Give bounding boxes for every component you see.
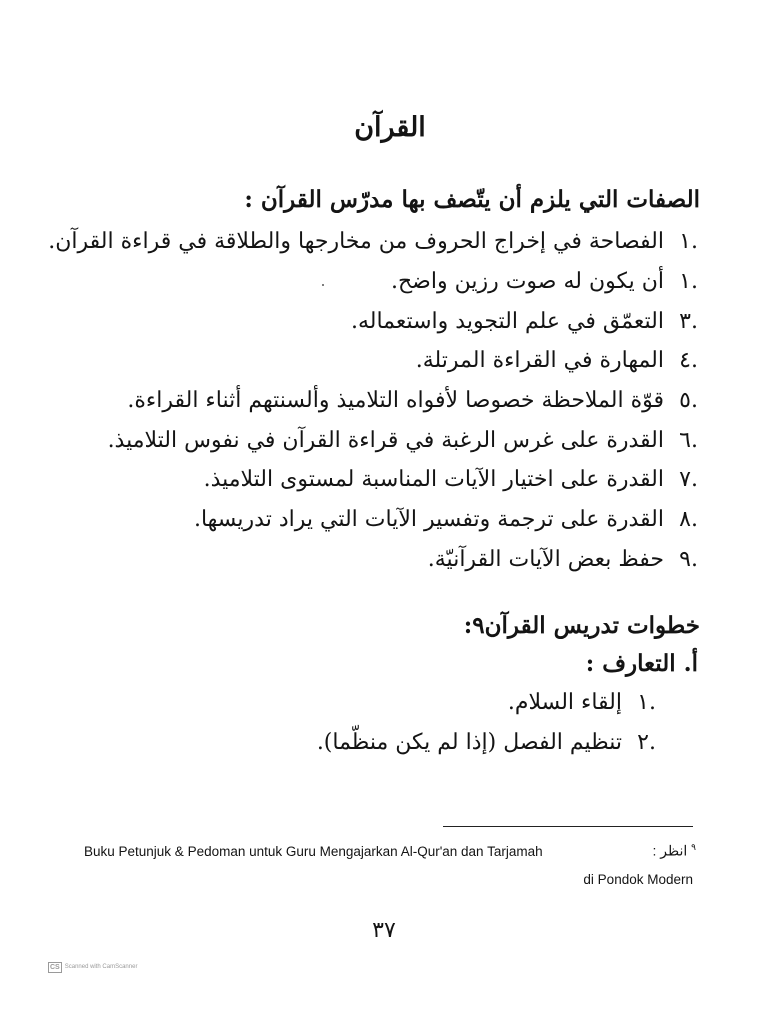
list-item bbox=[48, 229, 698, 259]
footnote-label bbox=[652, 842, 696, 860]
page-number: ٣٧ bbox=[372, 918, 396, 943]
item-number: .٦ bbox=[679, 428, 698, 453]
item-number: .١ bbox=[679, 229, 698, 254]
list-item bbox=[58, 547, 698, 577]
item-number: .٨ bbox=[679, 507, 698, 532]
section2-heading: خطوات تدريس القرآن٩: bbox=[463, 612, 700, 639]
item-number: .٢ bbox=[637, 730, 656, 755]
item-text: إلقاء السلام. bbox=[507, 690, 622, 715]
item-number: .٧ bbox=[679, 467, 698, 492]
list-item bbox=[96, 690, 656, 720]
item-number: .٥ bbox=[679, 388, 698, 413]
section1-heading: الصفات التي يلزم أن يتّصف بها مدرّس القرآن : bbox=[244, 186, 700, 213]
item-number: .١ bbox=[637, 690, 656, 715]
item-number: .٣ bbox=[679, 309, 698, 334]
list-item bbox=[58, 388, 698, 418]
footnote-reference: Buku Petunjuk & Pedoman untuk Guru Mengajarkan Al-Qur'an dan Tarjamah bbox=[84, 844, 543, 859]
item-text: التعمّق في علم التجويد واستعماله. bbox=[350, 309, 664, 334]
item-text: المهارة في القراءة المرتلة. bbox=[415, 348, 664, 373]
scanner-text: Scanned with CamScanner bbox=[64, 964, 138, 970]
list-item bbox=[58, 309, 698, 339]
list-item bbox=[58, 348, 698, 378]
section2-subheading: أ. التعارف : bbox=[585, 650, 698, 677]
item-text: أن يكون له صوت رزين واضح. bbox=[390, 269, 664, 294]
item-text: القدرة على غرس الرغبة في قراءة القرآن في نفوس التلاميذ. bbox=[107, 428, 664, 453]
camscanner-logo-icon: CS bbox=[50, 963, 60, 971]
list-item bbox=[58, 428, 698, 458]
item-text: القدرة على اختيار الآيات المناسبة لمستوى التلاميذ. bbox=[203, 467, 664, 492]
footnote-arabic-label: انظر : bbox=[652, 842, 688, 859]
footnote-divider bbox=[443, 826, 693, 827]
page-title: القرآن bbox=[354, 112, 426, 143]
item-text: الفصاحة في إخراج الحروف من مخارجها والطلاقة في قراءة القرآن. bbox=[48, 229, 664, 254]
list-item bbox=[58, 467, 698, 497]
scanner-watermark bbox=[48, 961, 137, 973]
list-item bbox=[58, 269, 698, 299]
item-text: قوّة الملاحظة خصوصا لأفواه التلاميذ وألسنتهم أثناء القراءة. bbox=[127, 388, 664, 413]
item-number: .٩ bbox=[679, 547, 698, 572]
item-text: القدرة على ترجمة وتفسير الآيات التي يراد تدريسها. bbox=[193, 507, 664, 532]
list-item bbox=[58, 507, 698, 537]
item-number: .٤ bbox=[679, 348, 698, 373]
list-item bbox=[96, 730, 656, 760]
footnote-marker: ٩ bbox=[691, 842, 696, 852]
footnote-reference-cont: di Pondok Modern bbox=[583, 872, 693, 887]
scan-speck bbox=[322, 284, 324, 286]
item-text: حفظ بعض الآيات القرآنيّة. bbox=[427, 547, 664, 572]
item-number: .١ bbox=[679, 269, 698, 294]
item-text: تنظيم الفصل (إذا لم يكن منظّما). bbox=[316, 730, 622, 755]
